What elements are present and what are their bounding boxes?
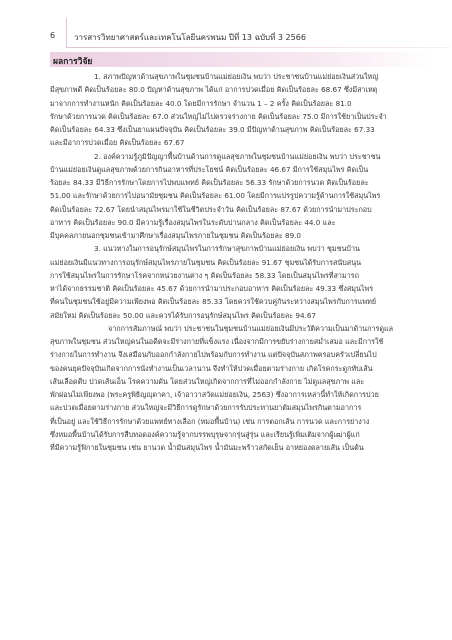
body-line: 51.00 และรักษาด้วยการไปอนามัยชุมชน คิดเป็นร้อยละ 61.00 โดยมีการแปรรูปความรู้ด้านการใช้สมุนไพร — [50, 191, 381, 201]
page-number: 6 — [50, 31, 56, 40]
body-line: รักษาด้วยการนวด คิดเป็นร้อยละ 67.0 ส่วนใหญ่ไม่ไปตรวจร่างกาย คิดเป็นร้อยละ 75.0 มีการใช้ยาเป็นประจำ — [50, 111, 387, 121]
body-line: คิดเป็นร้อยละ 72.67 โดยนำสมุนไพรมาใช้ในชีวิตประจำวัน คิดเป็นร้อยละ 87.67 ด้วยการนำมาประกอบ — [50, 204, 372, 214]
body-line: 1. สภาพปัญหาด้านสุขภาพในชุมชนบ้านแม่ย่อยเงิน พบว่า ประชาชนบ้านแม่ย่อยเงินส่วนใหญ่ — [94, 72, 379, 81]
body-line: หาได้จากธรรมชาติ คิดเป็นร้อยละ 45.67 ด้วยการนำมาประกอบอาหาร คิดเป็นร้อยละ 49.33 ซึ่งสมุนไพร — [50, 284, 374, 293]
body-line: การใช้สมุนไพรในการรักษาโรคจากหน่วยงานต่าง ๆ คิดเป็นร้อยละ 58.33 โดยเป็นสมุนไพรที่สามารถ — [50, 270, 359, 280]
body-line: เส้นเลือดตีบ ปวดเส้นเอ็น โรคความดัน โดยส่วนใหญ่เกิดจากการที่ไม่ออกกำลังกาย ไม่ดูแลสุขภาพ และ — [50, 376, 365, 386]
body-line: มีบุคคลภายนอกชุมชนเข้ามาศึกษาเรื่องสมุนไพรภายในชุมชน คิดเป็นร้อยละ 89.0 — [50, 231, 302, 240]
body-line: สมัยใหม่ คิดเป็นร้อยละ 50.00 และควรได้รับการอนุรักษ์สมุนไพร คิดเป็นร้อยละ 94.67 — [50, 310, 317, 320]
body-line: ของคนยุคปัจจุบันเกิดจากการนั่งทำงานเป็นเวลานาน จึงทำให้ปวดเมื่อยตามร่างกาย เกิดโรคกระดูกทับเส้น — [50, 363, 373, 373]
body-line: จากการสัมภาษณ์ พบว่า ประชาชนในชุมชนบ้านแม่ย่อยเงินมีประวัติความเป็นมาด้านการดูแล — [108, 323, 394, 333]
body-line: พักผ่อนไม่เพียงพอ (พระครูพิธิญญุดาคา, เจ้าอาวาสวัดแม่ย่อยเงิน, 2563) ซึ่งอาการเหล่านี้ทำให้เกิดการปวย — [50, 390, 379, 399]
body-line: และมีอาการปวดเมื่อย คิดเป็นร้อยละ 67.67 — [50, 138, 185, 148]
body-line: ซึ่งหมอพื้นบ้านได้รับการสืบทอดองค์ความรู้จากบรรพบุรุษจากรุ่นสู่รุ่น และเรียนรู้เพิ่มเติมจากผู้เฒ่าผู้แก่ — [50, 429, 360, 439]
journal-title: วารสารวิทยาศาสตร์และเทคโนโลยีนครพนม ปีที่ 13 ฉบับที่ 3 2566 — [74, 33, 306, 42]
section-heading-bar — [50, 52, 434, 67]
body-line: ร่างกายในการทำงาน จึงเสมือนกับออกกำลังกายไปพร้อมกับการทำงาน แต่ปัจจุบันสภาพครอบครัวเปลี่ยนไป — [50, 350, 377, 360]
body-line: สุขภาพในชุมชน ส่วนใหญ่คนในอดีตจะมีร่างกายที่แข็งแรง เนื่องจากมีการขยับร่างกายสม่ำเสมอ และมีการใช้ — [50, 337, 384, 346]
body-text — [50, 70, 434, 454]
body-line: 2. องค์ความรู้ภูมิปัญญาพื้นบ้านด้านการดูแลสุขภาพในชุมชนบ้านแม่ย่อยเงิน พบว่า ประชาชน — [94, 151, 381, 161]
body-line: ที่คนในชุมชนใช้อยู่มีความเพียงพอ คิดเป็นร้อยละ 85.33 โดยควรใช้ควบคู่กันระหว่างสมุนไพรกับการแพทย์ — [50, 297, 377, 307]
body-line: ร้อยละ 84.33 มีวิธีการรักษาโดยการไปพบแพทย์ คิดเป็นร้อยละ 56.33 รักษาด้วยการนวด คิดเป็นร้อยละ — [50, 178, 369, 187]
body-line: ที่มีความรู้ฟิกายในชุมชน เช่น ยานวด น้ำมันสมุนไพร น้ำมันมะพร้าวสกัดเย็น อาหย่องดลายเส้น เป็นต้น — [50, 443, 364, 452]
body-line: แม่ย่อยเงินมีแนวทางการอนุรักษ์สมุนไพรภายในชุมชน คิดเป็นร้อยละ 91.67 ชุมชนได้รับการสนับสนุน — [50, 257, 362, 267]
header-divider — [66, 47, 450, 48]
body-line: คิดเป็นร้อยละ 64.33 ซึ่งเป็นยาแผนปัจจุบัน คิดเป็นร้อยละ 39.0 มีปัญหาด้านสุขภาพ คิดเป็นร้อยละ 67.33 — [50, 125, 375, 134]
body-line: มีสุขภาพดี คิดเป็นร้อยละ 80.0 ปัญหาด้านสุขภาพ ได้แก่ อาการปวดเมื่อย คิดเป็นร้อยละ 68.67 ซึ่งมีสาเหตุ — [50, 85, 378, 95]
body-line: ที่เป็นอยู่ และใช้วิธีการรักษาด้วยแพทย์ทางเลือก (หมอพื้นบ้าน) เช่น การตอกเส้น การนวด และการย่างาง — [50, 416, 370, 426]
section-title: ผลการวิจัย — [53, 57, 93, 67]
body-line: 3. แนวทางในการอนุรักษ์สมุนไพรในการรักษาสุขภาพบ้านแม่ย่อยเงิน พบว่า ชุมชนบ้าน — [94, 244, 360, 254]
body-line: อาหาร คิดเป็นร้อยละ 90.0 มีความรู้เรื่องสมุนไพรในระดับปานกลาง คิดเป็นร้อยละ 44.0 และ — [50, 217, 336, 227]
running-header — [50, 24, 450, 48]
body-line: มาจากการทำงานหนัก คิดเป็นร้อยละ 40.0 โดยมีการรักษา จำนวน 1 – 2 ครั้ง คิดเป็นร้อยละ 81.0 — [50, 98, 352, 108]
body-line: บ้านแม่ย่อยเงินดูแลสุขภาพด้วยการกินอาหารที่ประโยชน์ คิดเป็นร้อยละ 46.67 มีการใช้สมุนไพร คิดเป็น — [50, 164, 369, 174]
body-line: และปวดเมื่อยตามร่างกาย ส่วนใหญ่จะมีวิธีการดูรักษาด้วยการรับประทานยาตัมสมุนไพรกินตามอาการ — [50, 403, 362, 413]
